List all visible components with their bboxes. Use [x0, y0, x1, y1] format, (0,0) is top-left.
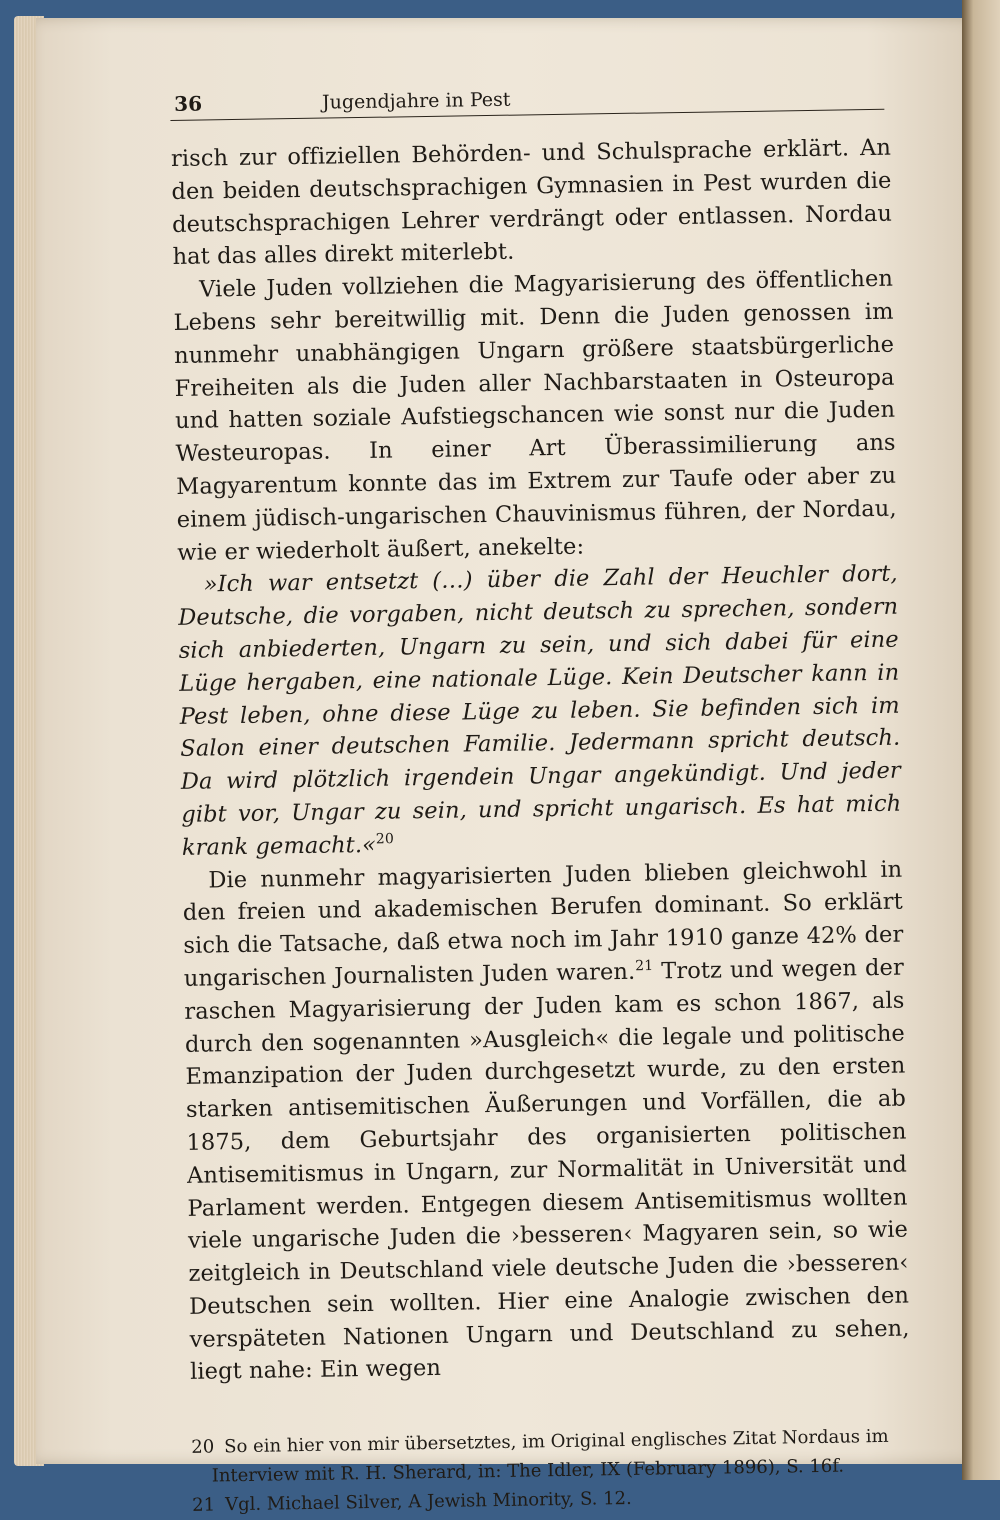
paragraph-3 — [182, 853, 910, 1389]
footnote-ref-21: 21 — [635, 957, 654, 975]
paragraph-2: Viele Juden vollziehen die Magyarisierung des öffentlichen Lebens sehr bereitwillig mit. Denn die Juden genossen im nunmehr unabhängigen Ungarn größere staatsbürgerliche Freiheiten als die Juden aller Nachbarstaaten in Osteuropa und hatten soziale Aufstiegschancen wie sonst nur die Juden Westeuropas. In einer Art Überassimilierung ans Magyarentum konnte das im Extrem zur Taufe oder aber zu einem jüdisch-ungarischen Chauvinismus führen, der Nordau, wie er wiederholt äußert, anekelte: — [173, 265, 897, 566]
paragraph-3-part-a: Die nunmehr magyarisierten Juden blieben gleichwohl in den freien und akademischen Berufen dominant. So erklärt sich die Tatsache, daß etwa noch im Jahr 1910 ganze 42% der ungarischen Journalisten Juden waren. — [182, 856, 904, 992]
footnote-text: Vgl. Michael Silver, A Jewish Minority, S. 12. — [224, 1488, 632, 1516]
paragraph-1: risch zur offiziellen Behörden- und Schulsprache erklärt. An den beiden deutschsprachigen Gymnasien in Pest wurden die deutschsprachigen Lehrer verdrängt oder entlassen. Nordau hat das alles direkt miterlebt. — [170, 134, 893, 271]
footnote-ref-20: 20 — [375, 830, 395, 848]
paragraph-3-part-b: Trotz und wegen der raschen Magyarisierung der Juden kam es schon 1867, als durch den sogenannten »Ausgleich« die legale und politische Emanzipation der Juden durchgesetzt wurde, zu den ersten starken antisemitischen Äußerungen und Vorfällen, die ab 1875, dem Geburtsjahr des organisierten politischen Antisemitismus in Ungarn, zur Normalität in Universität und Parlament werden. Entgegen diesem Antisemitismus wollten viele ungarische Juden die ›besseren‹ Magyaren sein, so wie zeitgleich in Deutschland viele deutsche Juden die ›besseren‹ Deutschen sein wollten. Hier eine Analogie zwischen den verspäteten Nationen Ungarn und Deutschland zu sehen, liegt nahe: Ein wegen — [184, 954, 910, 1386]
footnote-20 — [191, 1422, 912, 1491]
quote-text: »Ich war entsetzt (…) über die Zahl der Heuchler dort, Deutsche, die vorgaben, nicht deutsch zu sprechen, sondern sich anbiederten, Ungarn zu sein, und sich dabei für eine Lüge hergaben, eine nationale Lüge. Kein Deutscher kann in Pest leben, ohne diese Lüge zu leben. Sie befinden sich im Salon einer deutschen Familie. Jedermann spricht deutsch. Da wird plötzlich irgendein Ungar angekündigt. Und jeder gibt vor, Ungar zu sein, und spricht ungarisch. Es hat mich krank gemacht.« — [178, 560, 902, 861]
footnote-number: 21 — [192, 1494, 216, 1517]
footnote-number: 20 — [191, 1436, 215, 1459]
facing-page-edge — [962, 0, 1000, 1480]
body-text — [171, 132, 910, 1389]
running-title: Jugendjahre in Pest — [321, 88, 511, 114]
footnotes — [191, 1422, 912, 1520]
footnote-text: So ein hier von mir übersetztes, im Original englisches Zitat Nordaus im Interview mit R. H. Sherard, in: The Idler, IX (February 1896), S. 16f. — [211, 1426, 889, 1487]
page-content — [170, 81, 912, 1520]
page-number: 36 — [173, 91, 203, 116]
block-quote — [177, 558, 902, 864]
